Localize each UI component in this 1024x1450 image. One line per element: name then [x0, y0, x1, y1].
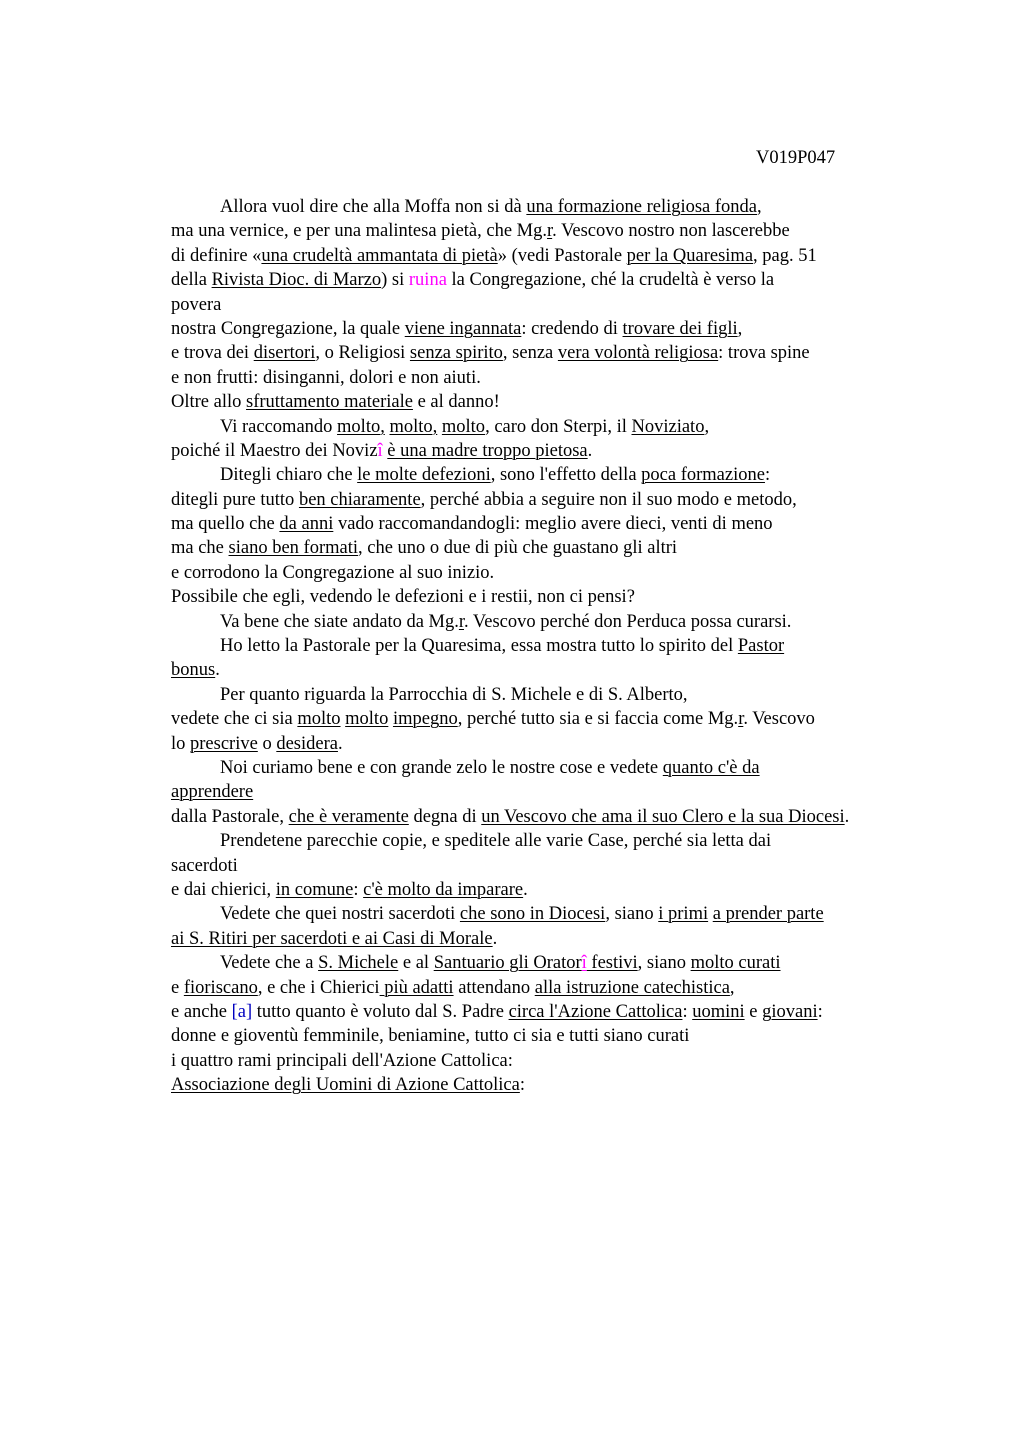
text-segment: e	[171, 977, 184, 998]
underlined-text: Associazione degli Uomini di Azione Cattolica	[171, 1075, 520, 1096]
underlined-text: una crudeltà ammantata di pietà	[261, 245, 498, 266]
text-segment: ,	[737, 318, 743, 339]
text-segment: , senza	[502, 343, 558, 364]
page-identifier: V019P047	[756, 148, 836, 168]
underlined-text: alla istruzione catechistica	[534, 977, 730, 998]
highlighted-text: [a]	[231, 1001, 253, 1022]
text-segment: Allora vuol dire che alla Moffa non si dà	[220, 197, 527, 217]
text-segment: Va bene che siate andato da Mg.	[220, 611, 459, 632]
text-segment: . Vescovo	[743, 709, 815, 730]
text-segment: , caro don Sterpi, il	[485, 416, 632, 437]
underlined-text: sfruttamento materiale	[246, 392, 413, 413]
underlined-text: per la Quaresima	[626, 245, 754, 266]
letter-body	[171, 195, 971, 1097]
text-segment: sacerdoti	[171, 855, 238, 876]
text-segment: , perché abbia a seguire non il suo modo e metodo,	[420, 489, 797, 510]
text-segment: Vedete che quei nostri sacerdoti	[220, 904, 460, 925]
text-segment: e anche	[171, 1001, 232, 1022]
text-segment: Vi raccomando	[220, 416, 338, 437]
text-line	[171, 488, 971, 512]
underlined-text: festivi	[586, 953, 638, 974]
text-segment: e	[744, 1001, 763, 1022]
text-segment: i quattro rami principali dell'Azione Cattolica:	[171, 1050, 513, 1071]
text-segment: ,	[729, 977, 735, 998]
text-segment: .	[587, 440, 593, 461]
text-line	[171, 268, 971, 292]
text-segment: ma che	[171, 538, 229, 559]
text-line	[171, 756, 971, 780]
text-segment: ,	[757, 197, 762, 217]
underlined-text: apprendere	[171, 782, 254, 803]
text-line	[171, 976, 971, 1000]
underlined-text: molto,	[389, 416, 438, 437]
underlined-text: S. Michele	[318, 953, 399, 974]
underlined-text: r	[458, 611, 465, 632]
text-line	[171, 293, 971, 317]
underlined-text: è una madre troppo pietosa	[387, 440, 588, 461]
text-segment: tutto quanto è voluto dal S. Padre	[252, 1001, 509, 1022]
underlined-text: molto	[297, 709, 341, 730]
underlined-text: più adatti	[379, 977, 454, 998]
text-line	[171, 610, 971, 634]
text-segment: :	[353, 879, 364, 900]
text-segment: attendano	[453, 977, 535, 998]
text-segment: .	[844, 806, 850, 827]
underlined-text: impegno	[392, 709, 458, 730]
underlined-text: molto	[441, 416, 486, 437]
text-segment: , siano	[637, 953, 691, 974]
text-line	[171, 244, 971, 268]
underlined-text: Noviziato	[631, 416, 705, 437]
underlined-text: desidera	[276, 733, 338, 754]
underlined-text: ben chiaramente	[298, 489, 421, 510]
underlined-text: a prender parte	[712, 904, 824, 925]
text-line	[171, 683, 971, 707]
text-segment: , pag. 51	[753, 245, 817, 266]
underlined-text: molto	[345, 709, 389, 730]
text-segment: . Vescovo perché don Perduca possa curarsi.	[464, 611, 792, 632]
text-line	[171, 878, 971, 902]
text-line	[171, 780, 971, 804]
text-line	[171, 219, 971, 243]
text-line	[171, 951, 971, 975]
underlined-text: Santuario gli Orator	[433, 953, 582, 974]
text-segment: , e che i Chierici	[257, 977, 380, 998]
underlined-text: prescrive	[190, 733, 258, 754]
text-segment: dalla Pastorale,	[171, 806, 289, 827]
text-line	[171, 366, 971, 390]
text-segment: Vedete che a	[220, 953, 319, 974]
text-segment: .	[215, 660, 220, 681]
underlined-text: quanto c'è da	[662, 757, 760, 778]
text-segment: ) si	[381, 270, 409, 291]
text-segment: e al	[398, 953, 434, 974]
text-segment: » (vedi Pastorale	[497, 245, 627, 266]
text-line	[171, 634, 971, 658]
underlined-text: poca formazione	[641, 465, 765, 486]
text-line	[171, 536, 971, 560]
underlined-text: î	[581, 953, 587, 974]
highlighted-text: ruina	[408, 270, 447, 291]
underlined-text: giovani	[762, 1001, 818, 1022]
underlined-text: trovare dei figli	[622, 318, 738, 339]
text-segment: , che uno o due di più che guastano gli altri	[358, 538, 678, 559]
text-line	[171, 512, 971, 536]
text-segment: Prendetene parecchie copie, e speditele alle varie Case, perché sia letta dai	[220, 831, 772, 852]
text-segment: ma una vernice, e per una malintesa pietà, che Mg.	[171, 221, 548, 242]
underlined-text: i primi	[658, 904, 709, 925]
text-line	[171, 561, 971, 585]
text-segment: degna di	[408, 806, 482, 827]
underlined-text: viene ingannata	[404, 318, 522, 339]
underlined-text: siano ben formati	[228, 538, 358, 559]
text-segment: poiché il Maestro dei Noviz	[171, 440, 378, 461]
text-segment: della	[171, 270, 212, 291]
text-segment: nostra Congregazione, la quale	[171, 318, 405, 339]
underlined-text: molto,	[337, 416, 385, 437]
underlined-text: r	[738, 709, 744, 730]
underlined-text: circa l'Azione Cattolica	[508, 1001, 683, 1022]
underlined-text: un Vescovo che ama il suo Clero e la sua Diocesi	[481, 806, 845, 827]
text-line	[171, 415, 971, 439]
text-line	[171, 585, 971, 609]
text-segment: e dai chierici,	[171, 879, 276, 900]
text-segment: ma quello che	[171, 514, 280, 535]
text-line	[171, 1049, 971, 1073]
text-segment: ditegli pure tutto	[171, 489, 299, 510]
text-segment: Ho letto la Pastorale per la Quaresima, essa mostra tutto lo spirito del	[220, 636, 738, 657]
text-segment: .	[523, 879, 528, 900]
text-segment: ,	[704, 416, 710, 437]
text-segment: :	[519, 1075, 525, 1096]
text-segment: Ditegli chiaro che	[220, 465, 358, 486]
text-line	[171, 829, 971, 853]
text-segment: :	[682, 1001, 693, 1022]
text-line	[171, 927, 971, 951]
text-line	[171, 854, 971, 878]
text-line	[171, 805, 971, 829]
text-line	[171, 317, 971, 341]
text-segment: la Congregazione, ché la crudeltà è verso la	[446, 270, 775, 291]
text-segment: , o Religiosi	[315, 343, 410, 364]
underlined-text: ai S. Ritiri per sacerdoti e ai Casi di Morale	[171, 928, 493, 949]
text-segment: .	[337, 733, 343, 754]
text-segment: o	[257, 733, 277, 754]
text-line	[171, 341, 971, 365]
text-segment: Per quanto riguarda la Parrocchia di S. Michele e di S. Alberto,	[220, 684, 688, 705]
text-segment: : credendo di	[521, 318, 623, 339]
underlined-text: Rivista Dioc. di Marzo	[211, 270, 382, 291]
text-segment: di definire «	[171, 245, 262, 266]
text-segment: vedete che ci sia	[171, 709, 298, 730]
text-line	[171, 463, 971, 487]
text-segment: e al danno!	[412, 392, 500, 413]
text-segment: , siano	[605, 904, 659, 925]
text-segment: Noi curiamo bene e con grande zelo le nostre cose e vedete	[220, 757, 663, 778]
underlined-text: da anni	[279, 514, 334, 535]
text-line	[171, 390, 971, 414]
underlined-text: disertori	[253, 343, 316, 364]
text-segment: lo	[171, 733, 191, 754]
text-line	[171, 732, 971, 756]
underlined-text: che è veramente	[288, 806, 409, 827]
text-line	[171, 902, 971, 926]
underlined-text: fioriscano	[183, 977, 258, 998]
text-segment: , perché tutto sia e si faccia come Mg.	[457, 709, 739, 730]
text-line	[171, 1000, 971, 1024]
text-line	[171, 195, 971, 219]
text-line	[171, 1073, 971, 1097]
underlined-text: molto curati	[690, 953, 781, 974]
text-segment: :	[764, 465, 771, 486]
text-segment: e corrodono la Congregazione al suo inizio.	[171, 562, 495, 583]
underlined-text: c'è molto da imparare	[363, 879, 524, 900]
underlined-text: vera volontà religiosa	[557, 343, 719, 364]
text-segment: . Vescovo nostro non lascerebbe	[552, 221, 790, 242]
text-line	[171, 707, 971, 731]
text-line	[171, 658, 971, 682]
underlined-text: che sono in Diocesi	[459, 904, 606, 925]
text-segment: : trova spine	[718, 343, 810, 364]
underlined-text: in comune	[275, 879, 354, 900]
text-segment: .	[492, 928, 498, 949]
text-line	[171, 1024, 971, 1048]
underlined-text: senza spirito	[409, 343, 503, 364]
underlined-text: r	[547, 221, 553, 242]
underlined-text: le molte defezioni	[357, 465, 491, 486]
text-segment: vado raccomandandogli: meglio avere dieci, venti di meno	[333, 514, 773, 535]
text-segment: Oltre allo	[171, 392, 247, 413]
underlined-text: bonus	[171, 660, 216, 681]
highlighted-text: î	[377, 440, 383, 461]
underlined-text: una formazione religiosa fonda	[526, 197, 758, 217]
text-segment: Possibile che egli, vedendo le defezioni e i restii, non ci pensi?	[171, 587, 635, 608]
text-segment: povera	[171, 294, 222, 315]
text-segment: , sono l'effetto della	[490, 465, 642, 486]
text-segment: e non frutti: disinganni, dolori e non aiuti.	[171, 367, 481, 388]
underlined-text: Pastor	[737, 636, 785, 657]
underlined-text: uomini	[692, 1001, 745, 1022]
text-line	[171, 439, 971, 463]
text-segment: :	[817, 1001, 823, 1022]
text-segment: e trova dei	[171, 343, 254, 364]
text-segment: donne e gioventù femminile, beniamine, tutto ci sia e tutti siano curati	[171, 1026, 690, 1047]
